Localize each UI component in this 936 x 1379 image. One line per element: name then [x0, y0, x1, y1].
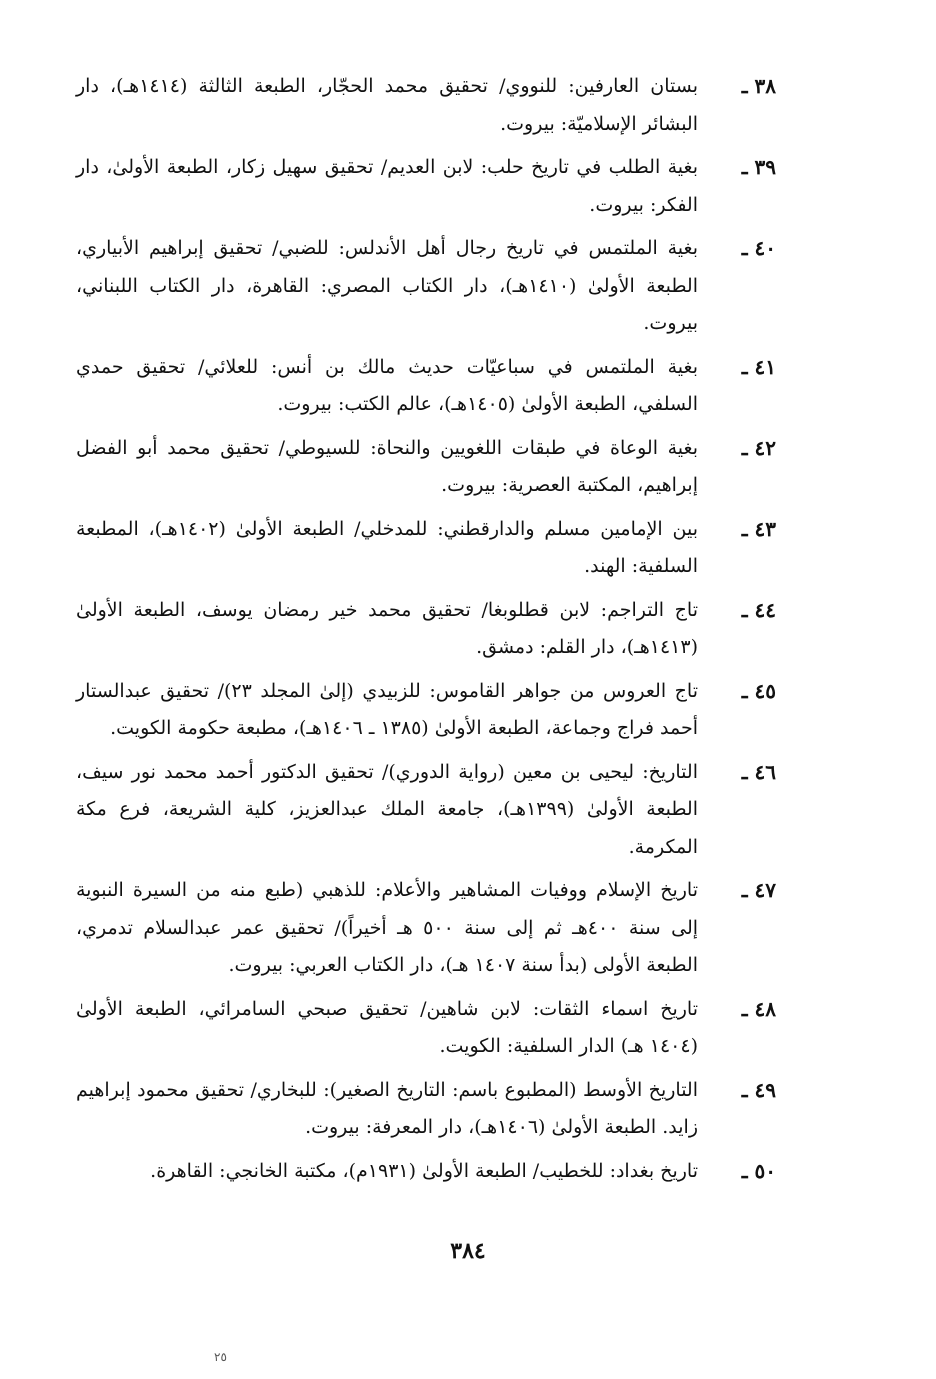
bibliography-entry-50 [76, 1153, 776, 1191]
bibliography-entry-40 [76, 230, 776, 343]
entry-number: ٤٧ ـ [741, 878, 776, 902]
bibliography-entry-47 [76, 872, 776, 985]
entry-number: ٤٦ ـ [741, 759, 776, 784]
entry-text: التاريخ الأوسط (المطبوع باسم: التاريخ الصغير): للبخاري/ تحقيق محمود إبراهيم زايد. الطبعة الأولىٰ (١٤٠٦هـ)، دار المعرفة: بيروت. [76, 1078, 698, 1138]
bibliography-entry-44 [76, 592, 776, 667]
entry-text: بغية الطلب في تاريخ حلب: لابن العديم/ تحقيق سهيل زكار، الطبعة الأولىٰ، دار الفكر: بيروت. [76, 156, 698, 216]
bibliography-entry-45 [76, 673, 776, 748]
entry-text: بغية الملتمس في سباعيّات حديث مالك بن أنس: للعلائي/ تحقيق حمدي السلفي، الطبعة الأولىٰ (١٤٠٥هـ)، عالم الكتب: بيروت. [76, 355, 698, 415]
entry-number: ٤٩ ـ [741, 1077, 776, 1102]
entry-number: ٤٣ ـ [741, 516, 776, 541]
bibliography-entry-42 [76, 430, 776, 505]
entry-number: ٣٩ ـ [741, 155, 776, 179]
bibliography-list [76, 68, 776, 1196]
bibliography-entry-39 [76, 149, 776, 224]
bibliography-entry-41 [76, 349, 776, 424]
entry-number: ٤١ ـ [741, 354, 776, 379]
bibliography-entry-49 [76, 1072, 776, 1147]
page-number: ٣٨٤ [450, 1238, 486, 1264]
entry-text: تاريخ الإسلام ووفيات المشاهير والأعلام: للذهبي (طبع منه من السيرة النبوية إلى سنة ٤٠٠هـ ثم إلى سنة ٥٠٠ هـ أخيراً)/ تحقيق عمر عبدالسلام تدمري، الطبعة الأولى (بدأ سنة ١٤٠٧ هـ)، دار الكتاب العربي: بيروت. [76, 879, 699, 976]
entry-text: تاج العروس من جواهر القاموس: للزبيدي (إلىٰ المجلد ٢٣)/ تحقيق عبدالستار أحمد فراج وجماعة، الطبعة الأولىٰ (١٣٨٥ ـ ١٤٠٦هـ)، مطبعة حكومة الكويت. [76, 679, 699, 739]
entry-text: التاريخ: ليحيى بن معين (رواية الدوري)/ تحقيق الدكتور أحمد محمد نور سيف، الطبعة الأولىٰ (١٣٩٩هـ)، جامعة الملك عبدالعزيز، كلية الشريعة، فرع مكة المكرمة. [76, 760, 698, 858]
entry-text: تاريخ اسماء الثقات: لابن شاهين/ تحقيق صبحي السامرائي، الطبعة الأولىٰ (١٤٠٤ هـ) الدار السلفية: الكويت. [76, 997, 698, 1057]
entry-number: ٥٠ ـ [741, 1158, 776, 1183]
entry-text: بين الإمامين مسلم والدارقطني: للمدخلي/ الطبعة الأولىٰ (١٤٠٢هـ)، المطبعة السلفية: الهند. [76, 517, 698, 577]
entry-text: تاريخ بغداد: للخطيب/ الطبعة الأولىٰ (١٩٣١م)، مكتبة الخانجي: القاهرة. [150, 1159, 698, 1182]
entry-number: ٤٨ ـ [741, 996, 776, 1021]
bibliography-entry-46 [76, 754, 776, 867]
entry-number: ٤٢ ـ [741, 435, 776, 460]
entry-text: بغية الوعاة في طبقات اللغويين والنحاة: للسيوطي/ تحقيق محمد أبو الفضل إبراهيم، المكتبة العصرية: بيروت. [76, 436, 698, 496]
bibliography-entry-48 [76, 991, 776, 1066]
entry-number: ٤٥ ـ [741, 678, 776, 703]
bibliography-entry-43 [76, 511, 776, 586]
footer-mark: ٢٥ [214, 1350, 227, 1364]
entry-number: ٤٠ ـ [741, 236, 776, 260]
entry-number: ٤٤ ـ [741, 597, 776, 622]
entry-text: تاج التراجم: لابن قطلوبغا/ تحقيق محمد خير رمضان يوسف، الطبعة الأولىٰ (١٤١٣هـ)، دار القلم: دمشق. [76, 598, 698, 658]
entry-text: بستان العارفين: للنووي/ تحقيق محمد الحجّار، الطبعة الثالثة (١٤١٤هـ)، دار البشائر الإسلاميّة: بيروت. [76, 75, 698, 135]
entry-text: بغية الملتمس في تاريخ رجال أهل الأندلس: للضبي/ تحقيق إبراهيم الأبياري، الطبعة الأولىٰ (١٤١٠هـ)، دار الكتاب المصري: القاهرة، دار الكتاب اللبناني، بيروت. [76, 237, 698, 334]
bibliography-entry-38 [76, 68, 776, 143]
entry-number: ٣٨ ـ [741, 74, 776, 98]
